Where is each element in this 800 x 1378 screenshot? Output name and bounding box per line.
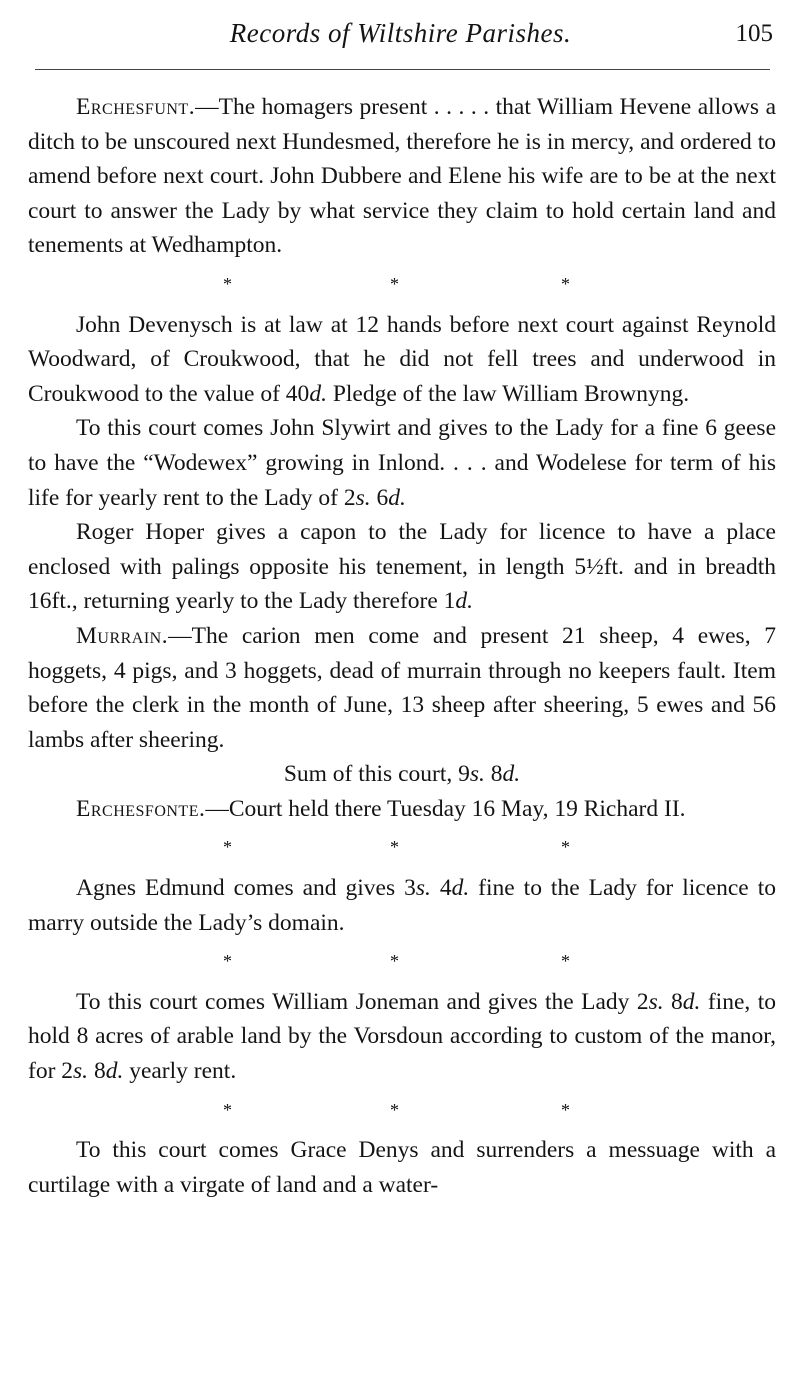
asterisk: * [561, 273, 570, 294]
asterisk: * [223, 837, 232, 858]
running-title: Records of Wiltshire Parishes. [229, 18, 572, 48]
paragraph-text: yearly rent. [123, 1058, 237, 1085]
asterisk: * [223, 951, 232, 972]
asterisk: * [223, 273, 232, 294]
header-rule [35, 69, 770, 70]
italic-abbrev: d. [455, 588, 474, 615]
paragraph-denys [28, 1133, 776, 1202]
section-heading: Erchesfonte. [76, 795, 206, 822]
paragraph-text: fine, to hold 8 acres of arable land by the Vorsdoun according to custom of the manor, for 2 [28, 988, 776, 1085]
italic-abbrev: s. [469, 761, 485, 788]
paragraph-edmund [28, 871, 776, 940]
paragraph-text: 6 [370, 484, 389, 511]
paragraph-text: Roger Hoper gives a capon to the Lady for licence to have a place enclosed with palings opposite his tenement, in length 5½ft. and in breadth 16ft., returning yearly to the Lady therefore 1 [28, 519, 776, 615]
section-heading: Erchesfunt. [76, 94, 196, 120]
asterisk: * [223, 1099, 232, 1120]
section-heading: Murrain. [76, 622, 169, 649]
sum-text: Sum of this court, 9 [283, 761, 470, 788]
asterisk: * [390, 951, 399, 972]
italic-abbrev: s. [73, 1058, 89, 1085]
sum-line [28, 757, 776, 792]
paragraph-text: fine to the Lady for licence to marry outside the Lady’s domain. [28, 875, 776, 936]
paragraph-devenysch [28, 308, 776, 412]
page-number: 105 [735, 20, 773, 47]
paragraph-text: John Devenysch is at law at 12 hands before next court against Reynold Woodward, of Croukwood, that he did not fell trees and underwood in Croukwood to the value of 40 [28, 311, 776, 407]
asterisk: * [561, 1099, 570, 1120]
sum-text: 8 [484, 761, 503, 788]
asterisk: * [561, 951, 570, 972]
paragraph-hoper [28, 515, 776, 619]
italic-abbrev: d. [451, 875, 470, 902]
asterism [28, 263, 776, 298]
asterisk: * [390, 1099, 399, 1120]
paragraph-text: To this court comes William Joneman and gives the Lady 2 [76, 988, 649, 1015]
paragraph-erchesfonte [28, 792, 776, 827]
italic-abbrev: d. [105, 1058, 124, 1085]
paragraph-text: 8 [663, 988, 683, 1015]
paragraph-joneman [28, 985, 776, 1089]
paragraph-erchesfunt [28, 90, 776, 263]
asterisk: * [390, 837, 399, 858]
paragraph-slywirt [28, 411, 776, 515]
paragraph-text: To this court comes Grace Denys and surrenders a messuage with a curtilage with a virgate of land and a water- [28, 1137, 776, 1198]
asterism [28, 940, 776, 975]
italic-abbrev: s. [355, 484, 371, 511]
italic-abbrev: s. [415, 875, 431, 902]
italic-abbrev: d. [502, 761, 521, 788]
asterisk: * [561, 837, 570, 858]
paragraph-text: Pledge of the law William Brownyng. [326, 380, 690, 407]
page-body [28, 90, 776, 1202]
paragraph-text: —Court held there Tuesday 16 May, 19 Richard II. [205, 795, 686, 822]
italic-abbrev: s. [648, 988, 664, 1015]
asterisk: * [390, 273, 399, 294]
italic-abbrev: d. [309, 380, 327, 407]
paragraph-text: —The carion men come and present 21 sheep, 4 ewes, 7 hoggets, 4 pigs, and 3 hoggets, dead of murrain through no keepers fault. Item before the clerk in the month of June, 13 sheep after sheering, 5 ewes and 56 lambs after sheering. [28, 622, 776, 753]
paragraph-text: Agnes Edmund comes and gives 3 [76, 875, 416, 902]
paragraph-murrain [28, 619, 776, 757]
italic-abbrev: d. [682, 988, 701, 1015]
asterism [28, 826, 776, 861]
running-head [28, 18, 773, 58]
paragraph-text: 4 [430, 875, 452, 902]
paragraph-text: To this court comes John Slywirt and gives to the Lady for a fine 6 geese to have the “Wodewex” growing in Inlond. . . . and Wodelese for term of his life for yearly rent to the Lady of 2 [28, 415, 776, 511]
italic-abbrev: d. [388, 484, 406, 511]
paragraph-text: —The homagers present . . . . . that William Hevene allows a ditch to be unscoured next Hundesmed, therefore he is in mercy, and ordered to amend before next court. John Dubbere and Elene his wife are to be at the next court to answer the Lady by what service they claim to hold certain land and tenements at Wedhampton. [28, 94, 776, 259]
paragraph-text: 8 [88, 1058, 106, 1085]
asterism [28, 1089, 776, 1124]
